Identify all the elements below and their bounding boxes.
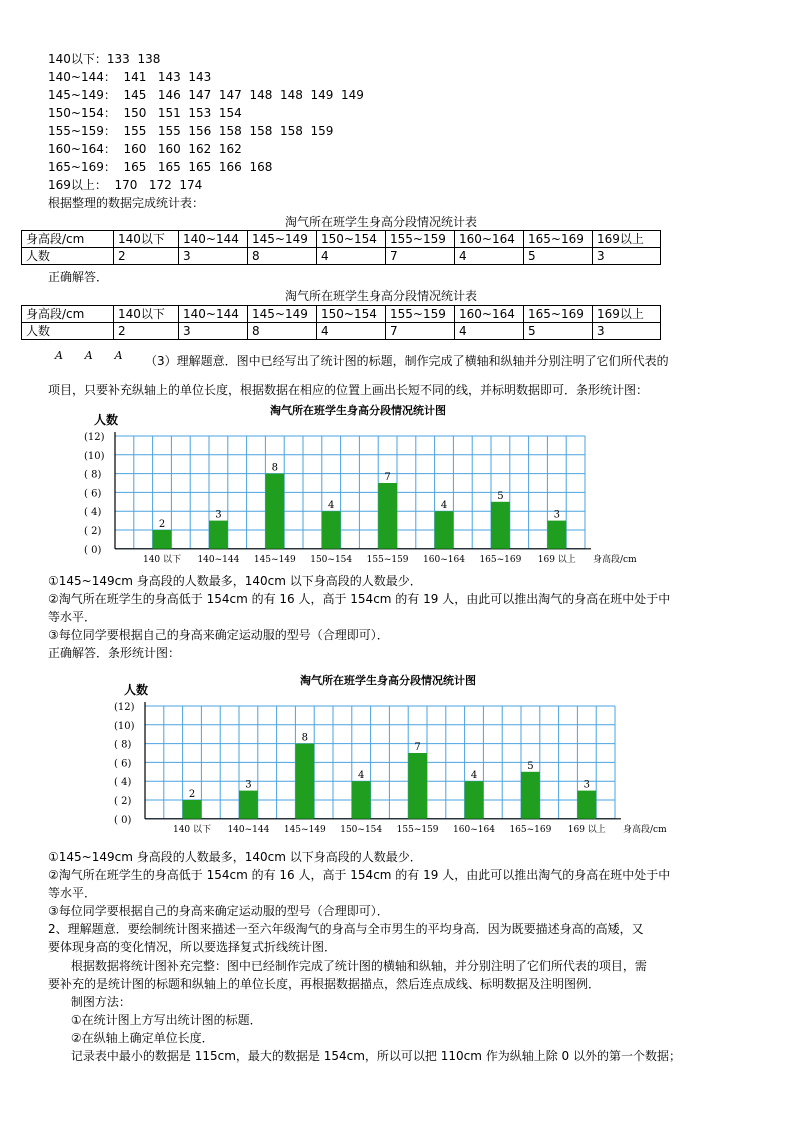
note-line: ②在纵轴上确定单位长度．	[48, 1031, 214, 1045]
data-label: 8	[301, 732, 308, 744]
x-tick-label: 150~154	[310, 554, 353, 565]
bar	[183, 800, 202, 819]
bar	[378, 483, 397, 549]
y-tick-label: ( 6)	[114, 758, 132, 770]
raw-line: 145~149： 145 146 147 147 148 148 149 149	[48, 88, 364, 102]
x-tick-label: 155~159	[396, 824, 439, 835]
raw-line: 根据整理的数据完成统计表：	[48, 196, 205, 210]
x-axis-label: 身高段/cm	[623, 824, 667, 835]
table-cell: 155~159	[386, 306, 455, 323]
bar	[352, 781, 371, 819]
x-tick-label: 169 以上	[567, 824, 606, 835]
table-cell: 165~169	[524, 306, 593, 323]
bar	[295, 744, 314, 819]
raw-line: 169以上： 170 172 174	[48, 178, 203, 192]
data-label: 5	[527, 760, 534, 772]
chart-title: 淘气所在班学生身高分段情况统计图	[300, 674, 476, 687]
glyph-mark: A	[84, 349, 93, 362]
x-tick-label: 140~144	[197, 554, 240, 565]
table-cell: 3	[179, 248, 248, 265]
bar	[209, 521, 228, 549]
answer-label: 正确解答．	[48, 270, 109, 284]
table-title: 淘气所在班学生身高分段情况统计表	[285, 215, 478, 229]
table-cell: 140~144	[179, 306, 248, 323]
data-label: 7	[384, 472, 391, 483]
table-cell: 160~164	[455, 306, 524, 323]
table-cell: 140以下	[114, 231, 179, 248]
table-cell: 4	[317, 323, 386, 340]
bar	[408, 753, 427, 819]
note-line: ②淘气所在班学生的身高低于 154cm 的有 16 人，高于 154cm 的有 19 人，由此可以推出淘气的身高在班中处于中	[48, 592, 671, 606]
y-tick-label: ( 2)	[84, 526, 102, 537]
table-row	[22, 231, 661, 248]
data-label: 2	[158, 519, 166, 530]
table-cell: 4	[455, 248, 524, 265]
table-cell: 8	[248, 323, 317, 340]
table-cell: 人数	[22, 248, 114, 265]
note-line: 记录表中最小的数据是 115cm，最大的数据是 154cm，所以可以把 110cm 作为纵轴上除 0 以外的第一个数据；	[48, 1049, 681, 1063]
y-tick-label: ( 6)	[84, 488, 102, 500]
y-tick-label: ( 8)	[84, 469, 102, 481]
bar	[435, 511, 454, 549]
table-cell: 身高段/cm	[22, 231, 114, 248]
note-line: 等水平．	[48, 610, 97, 624]
bar-chart-svg	[110, 670, 710, 848]
table-cell: 140以下	[114, 306, 179, 323]
x-tick-label: 145~149	[283, 824, 326, 835]
x-tick-label: 140~144	[227, 824, 270, 835]
y-tick-label: (10)	[114, 720, 135, 732]
y-tick-label: ( 8)	[114, 739, 132, 751]
table-cell: 3	[179, 323, 248, 340]
bar	[153, 530, 172, 549]
table-cell: 145~149	[248, 231, 317, 248]
table-cell: 155~159	[386, 231, 455, 248]
y-axis-label: 人数	[94, 413, 119, 427]
bar	[265, 474, 284, 549]
y-tick-label: (12)	[84, 432, 105, 443]
table-cell: 160~164	[455, 231, 524, 248]
y-tick-label: ( 2)	[114, 796, 132, 807]
note-line: 根据数据将统计图补充完整：图中已经制作完成了统计图的横轴和纵轴，并分别注明了它们所代表的项目，需	[48, 959, 647, 973]
data-label: 7	[414, 742, 421, 753]
data-label: 3	[215, 509, 222, 521]
y-tick-label: ( 0)	[114, 814, 132, 826]
glyph-marks	[55, 348, 141, 362]
x-tick-label: 165~169	[479, 554, 522, 565]
data-label: 2	[188, 789, 196, 800]
paragraph: 项目，只要补充纵轴上的单位长度，根据数据在相应的位置上画出长短不同的线，并标明数据即可．条形统计图：	[48, 383, 649, 397]
raw-line: 150~154： 150 151 153 154	[48, 106, 242, 120]
table-title: 淘气所在班学生身高分段情况统计表	[285, 289, 478, 303]
table-cell: 3	[593, 248, 661, 265]
table-cell: 4	[317, 248, 386, 265]
y-tick-label: ( 4)	[114, 777, 132, 789]
note-line: ①在统计图上方写出统计图的标题．	[48, 1013, 262, 1027]
bar	[547, 521, 566, 549]
x-tick-label: 169 以上	[537, 554, 576, 565]
y-axis-label: 人数	[124, 683, 149, 697]
x-tick-label: 150~154	[340, 824, 383, 835]
note-line: ①145~149cm 身高段的人数最多，140cm 以下身高段的人数最少．	[48, 574, 422, 588]
stats-table	[21, 230, 661, 265]
note-line: ②淘气所在班学生的身高低于 154cm 的有 16 人，高于 154cm 的有 19 人，由此可以推出淘气的身高在班中处于中	[48, 868, 671, 882]
note-line: ①145~149cm 身高段的人数最多，140cm 以下身高段的人数最少．	[48, 850, 422, 864]
x-tick-label: 145~149	[253, 554, 296, 565]
raw-line: 160~164： 160 160 162 162	[48, 142, 242, 156]
bar-chart	[110, 670, 710, 851]
note-line: 正确解答．条形统计图：	[48, 646, 181, 660]
glyph-mark: A	[55, 349, 63, 362]
table-cell: 8	[248, 248, 317, 265]
note-line: ③每位同学要根据自己的身高来确定运动服的型号（合理即可）．	[48, 904, 389, 918]
x-tick-label: 160~164	[423, 554, 465, 565]
note-line: 要体现身高的变化情况，所以要选择复式折线统计图．	[48, 940, 337, 954]
stats-table	[21, 305, 661, 340]
raw-line: 140以下：133 138	[48, 52, 161, 66]
y-tick-label: (12)	[114, 702, 135, 713]
paragraph: （3）理解题意．图中已经写出了统计图的标题，制作完成了横轴和纵轴并分别注明了它们所代表的	[145, 354, 669, 368]
bar-chart	[80, 400, 680, 575]
table-cell: 2	[114, 323, 179, 340]
data-label: 3	[245, 779, 252, 791]
table-cell: 2	[114, 248, 179, 265]
table-cell: 人数	[22, 323, 114, 340]
data-label: 5	[497, 490, 504, 502]
table-cell: 4	[455, 323, 524, 340]
x-tick-label: 160~164	[453, 824, 495, 835]
data-label: 8	[271, 462, 278, 474]
data-label: 3	[553, 509, 560, 521]
x-tick-label: 140 以下	[172, 824, 212, 835]
x-tick-label: 155~159	[366, 554, 409, 565]
table-cell: 3	[593, 323, 661, 340]
table-cell: 7	[386, 248, 455, 265]
table-cell: 7	[386, 323, 455, 340]
table-cell: 5	[524, 248, 593, 265]
table-cell: 169以上	[593, 231, 661, 248]
table-cell: 140~144	[179, 231, 248, 248]
bar-chart-svg	[80, 400, 680, 572]
table-row	[22, 306, 661, 323]
note-line: 2、理解题意．要绘制统计图来描述一至六年级淘气的身高与全市男生的平均身高．因为既要描述身高的高矮，又	[48, 922, 644, 936]
data-label: 4	[470, 770, 478, 782]
bar	[465, 781, 484, 819]
chart-title: 淘气所在班学生身高分段情况统计图	[270, 404, 446, 417]
bar	[239, 791, 258, 819]
raw-line: 165~169： 165 165 165 166 168	[48, 160, 273, 174]
x-tick-label: 165~169	[509, 824, 552, 835]
table-cell: 身高段/cm	[22, 306, 114, 323]
bar	[491, 502, 510, 549]
table-cell: 165~169	[524, 231, 593, 248]
table-cell: 169以上	[593, 306, 661, 323]
note-line: 要补充的是统计图的标题和纵轴上的单位长度，再根据数据描点，然后连点成线、标明数据及注明图例．	[48, 977, 601, 991]
table-cell: 145~149	[248, 306, 317, 323]
y-tick-label: ( 0)	[84, 544, 102, 556]
raw-line: 155~159： 155 155 156 158 158 158 159	[48, 124, 334, 138]
table-row	[22, 323, 661, 340]
note-line: ③每位同学要根据自己的身高来确定运动服的型号（合理即可）．	[48, 628, 389, 642]
data-label: 3	[583, 779, 590, 791]
data-label: 4	[328, 500, 335, 512]
table-cell: 150~154	[317, 231, 386, 248]
note-line: 等水平．	[48, 886, 97, 900]
glyph-mark: A	[114, 349, 123, 362]
table-cell: 150~154	[317, 306, 386, 323]
bar	[322, 511, 341, 549]
y-tick-label: ( 4)	[84, 507, 102, 519]
y-tick-label: (10)	[84, 450, 105, 462]
note-line: 制图方法：	[48, 995, 131, 1009]
data-label: 4	[358, 770, 365, 782]
raw-line: 140~144： 141 143 143	[48, 70, 212, 84]
x-tick-label: 140 以下	[142, 554, 182, 565]
bar	[577, 791, 596, 819]
bar	[521, 772, 540, 819]
x-axis-label: 身高段/cm	[593, 554, 637, 565]
table-cell: 5	[524, 323, 593, 340]
data-label: 4	[440, 500, 448, 512]
table-row	[22, 248, 661, 265]
